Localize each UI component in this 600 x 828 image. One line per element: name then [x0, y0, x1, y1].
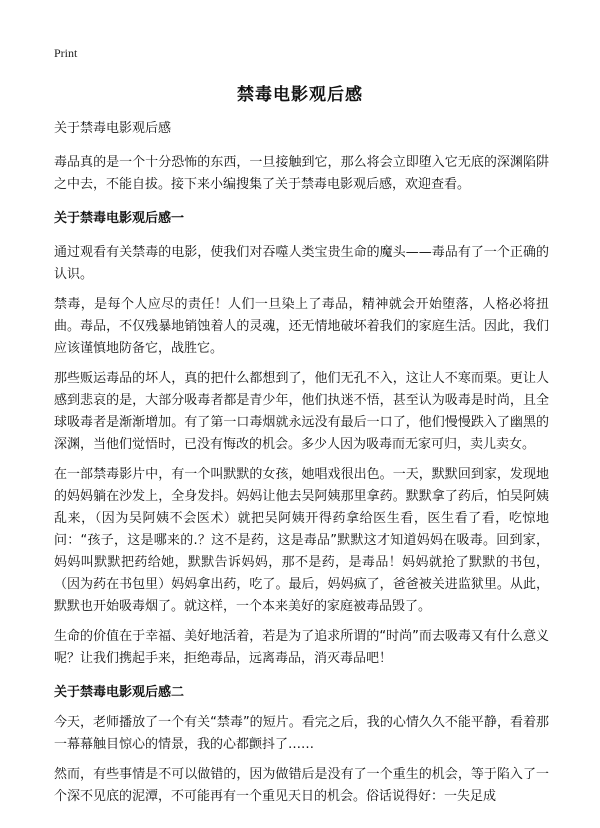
paragraph: 那些贩运毒品的坏人，真的把什么都想到了，他们无孔不入，这让人不寒而栗。更让人感到悲哀的是，大部分吸毒者都是青少年，他们执迷不悟，甚至认为吸毒是时尚，且全球吸毒者是渐渐增加。有了第一口毒烟就永远没有最后一口了，他们慢慢跌入了幽黑的深渊，当他们觉悟时，已没有悔改的机会。多少人因为吸毒而无家可归，卖儿卖女。: [54, 371, 549, 452]
subtitle: 关于禁毒电影观后感: [54, 121, 172, 136]
article-body: [54, 118, 549, 808]
paragraph: 在一部禁毒影片中，有一个叫默默的女孩，她唱戏很出色。一天，默默回到家，发现地的妈妈躺在沙发上，全身发抖。妈妈让他去吴阿姨那里拿药。默默拿了药后，怕吴阿姨乱来，（因为吴阿姨不会医术）就把吴阿姨开得药拿给医生看，医生看了看，吃惊地问：“孩子，这是哪来的.？这不是药，这是毒品”默默这才知道妈妈在吸毒。回到家，妈妈叫默默把药给她，默默告诉妈妈，那不是药，是毒品！妈妈就抢了默默的书包，（因为药在书包里）妈妈拿出药，吃了。最后，妈妈疯了，爸爸被关进监狱里。从此，默默也开始吸毒烟了。就这样，一个本来美好的家庭被毒品毁了。: [54, 467, 549, 614]
paragraph: 然而，有些事情是不可以做错的，因为做错后是没有了一个重生的机会，等于陷入了一个深不见底的泥潭，不可能再有一个重见天日的机会。俗话说得好：一失足成: [54, 767, 549, 804]
page-title: 禁毒电影观后感: [237, 85, 363, 105]
intro-paragraph: 毒品真的是一个十分恐怖的东西，一旦接触到它，那么将会立即堕入它无底的深渊陷阱之中去，不能自拔。接下来小编搜集了关于禁毒电影观后感，欢迎查看。: [54, 155, 549, 192]
section-heading-1: 关于禁毒电影观后感一: [54, 211, 185, 226]
paragraph: 禁毒，是每个人应尽的责任！人们一旦染上了毒品，精神就会开始堕落，人格必将扭曲。毒品，不仅残暴地销蚀着人的灵魂，还无情地破坏着我们的家庭生活。因此，我们应该谨慎地防备它，战胜它。: [54, 297, 549, 356]
section-heading-2: 关于禁毒电影观后感二: [54, 685, 185, 700]
paragraph: 通过观看有关禁毒的电影，使我们对吞噬人类宝贵生命的魔头——毒品有了一个正确的认识。: [54, 245, 549, 282]
paragraph: 今天，老师播放了一个有关“禁毒”的短片。看完之后，我的心情久久不能平静，看着那一幕幕触目惊心的情景，我的心都颤抖了……: [54, 715, 549, 752]
print-link[interactable]: Print: [54, 46, 78, 60]
paragraph: 生命的价值在于幸福、美好地活着，若是为了追求所谓的“时尚”而去吸毒又有什么意义呢？让我们携起手来，拒绝毒品，远离毒品，消灭毒品吧！: [54, 629, 549, 666]
